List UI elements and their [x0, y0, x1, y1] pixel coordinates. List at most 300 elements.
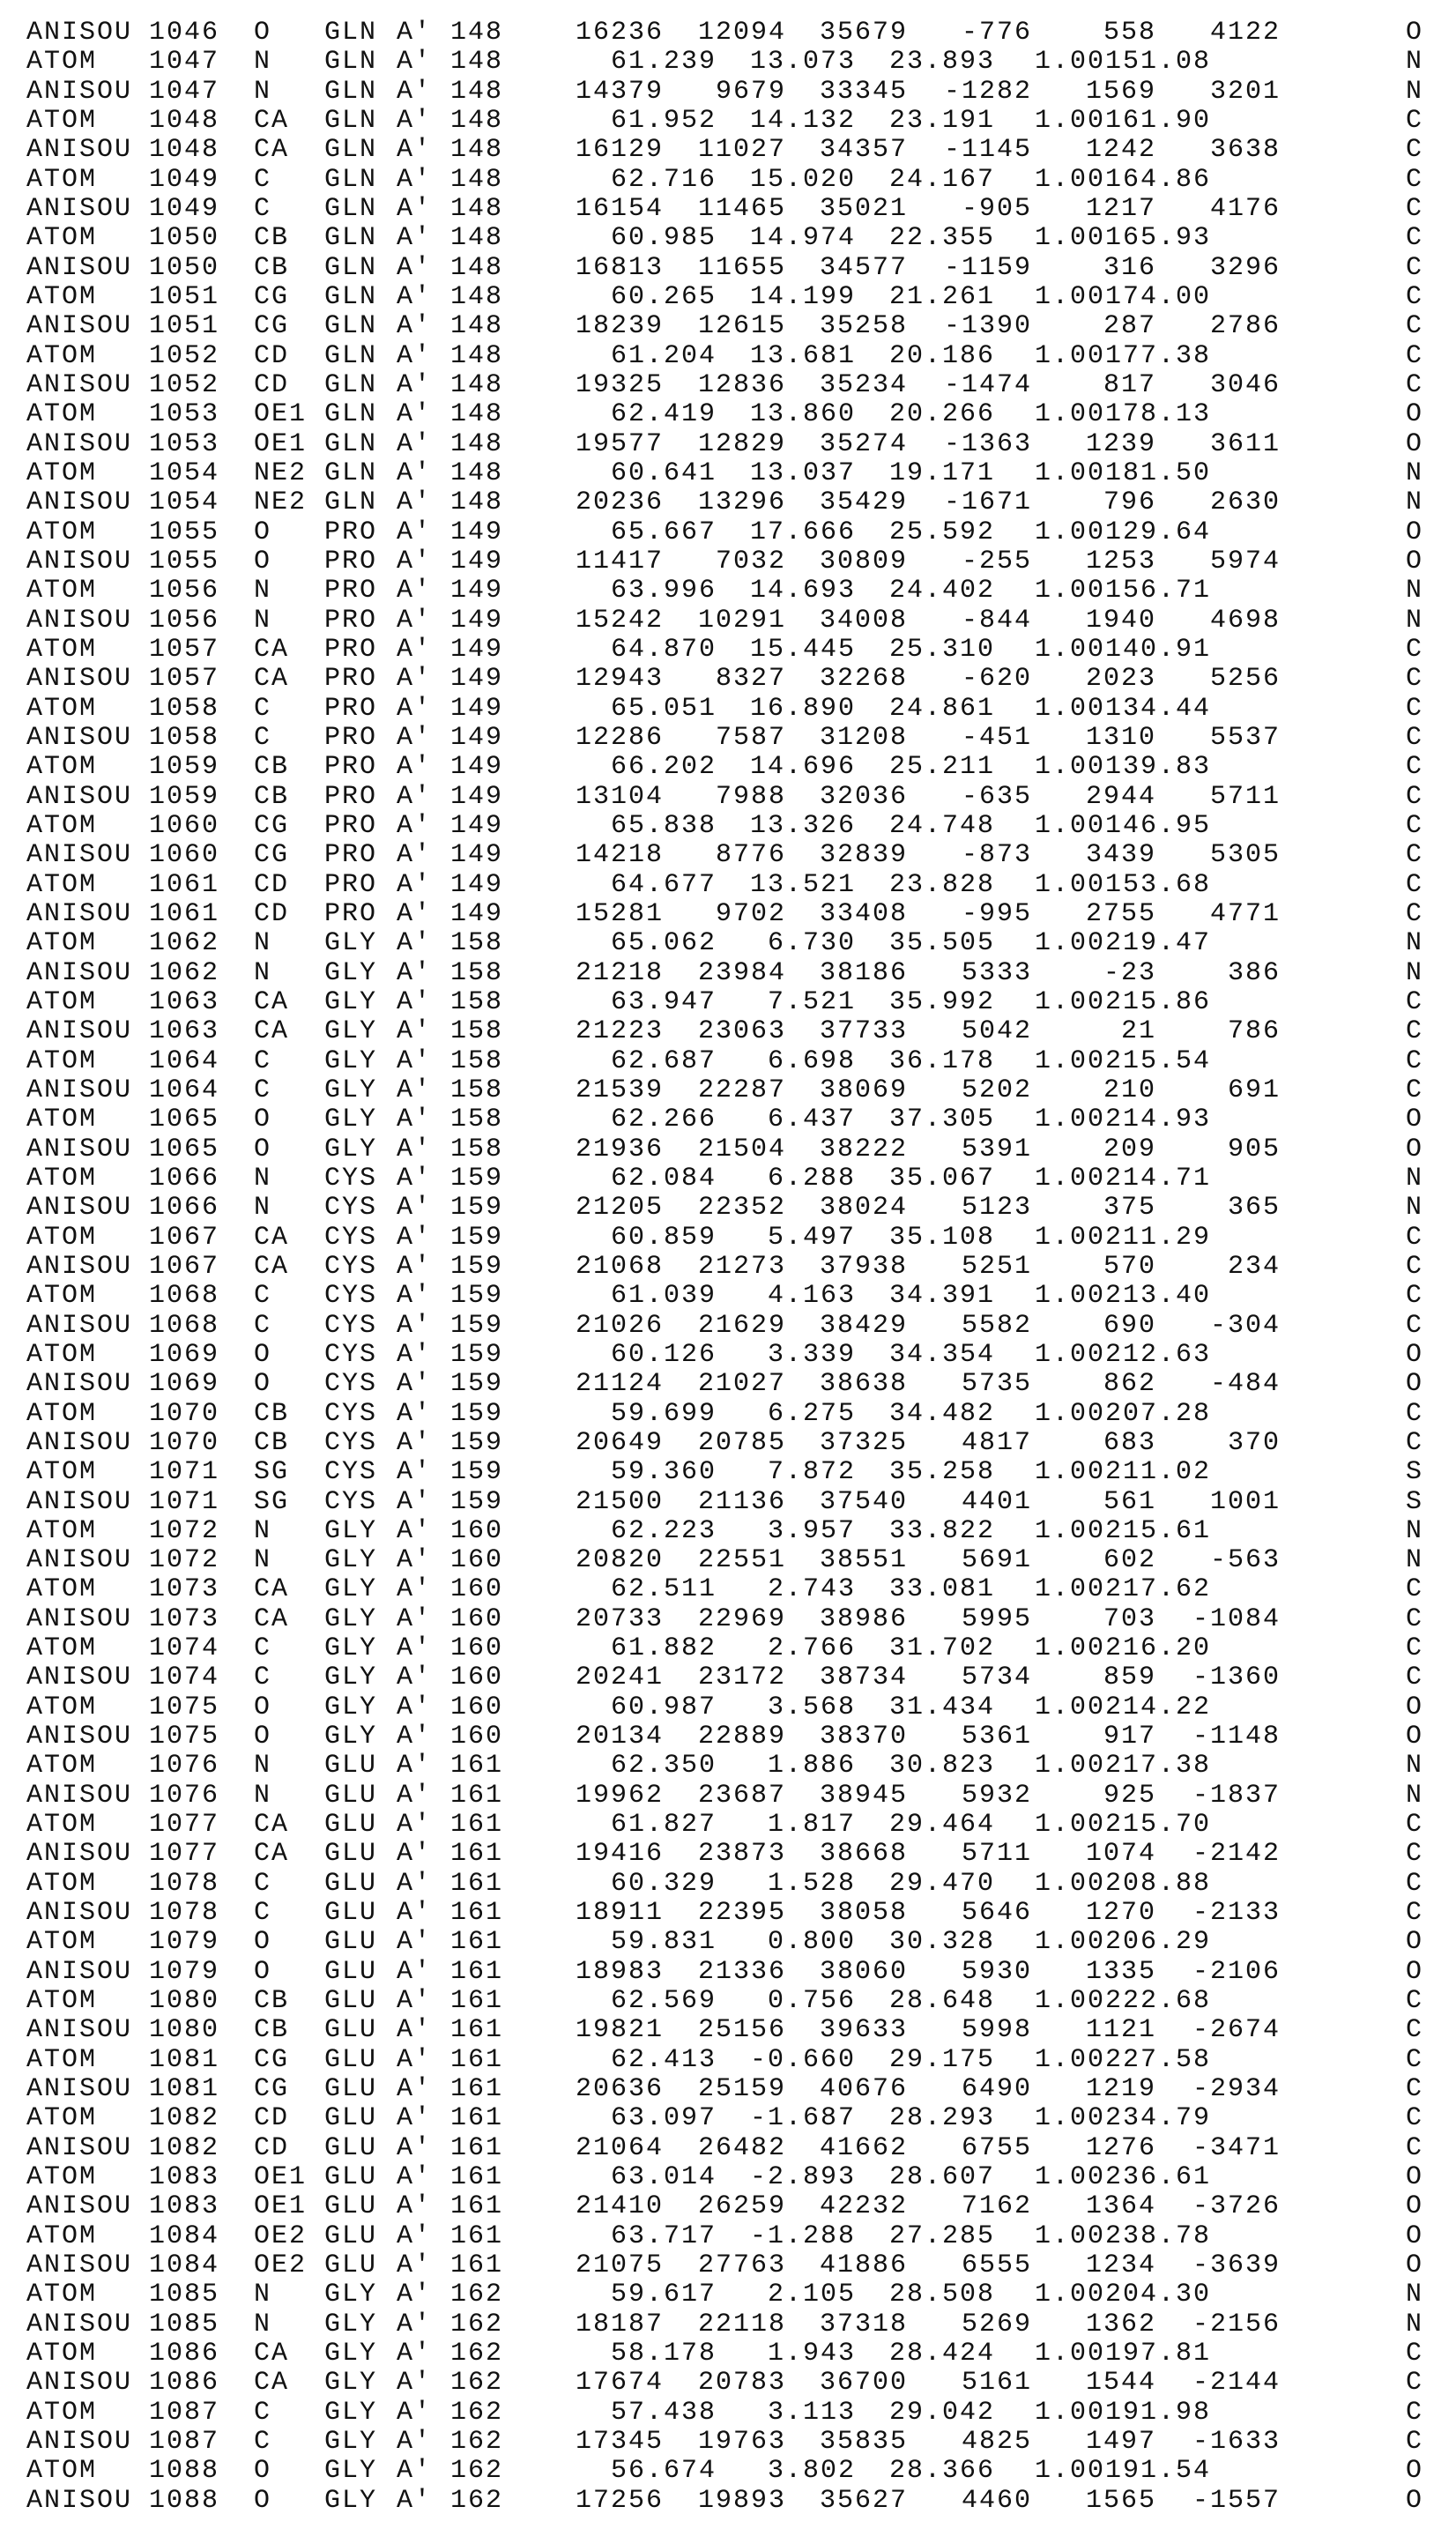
b-factor: 151.08	[1105, 47, 1211, 77]
residue-number: 158	[450, 959, 503, 988]
record-type: ATOM	[26, 1870, 97, 1899]
atom-serial: 1063	[149, 988, 219, 1017]
x-coordinate: 65.667	[611, 518, 717, 547]
element-symbol: N	[1397, 959, 1432, 988]
atom-serial: 1060	[149, 812, 219, 841]
atom-name: OE1	[254, 430, 307, 459]
atom-record-row	[0, 1634, 1456, 1663]
x-coordinate: 60.641	[611, 459, 717, 488]
record-type: ATOM	[26, 1693, 97, 1722]
residue-number: 159	[450, 1164, 503, 1194]
anisotropic-u23: 5537	[1210, 724, 1281, 753]
element-symbol: C	[1397, 1253, 1432, 1282]
atom-serial: 1067	[149, 1224, 219, 1253]
z-coordinate: 29.464	[889, 1811, 995, 1840]
b-factor: 156.71	[1105, 576, 1211, 606]
atom-name: CA	[254, 1253, 289, 1282]
anisou-record-row	[0, 488, 1456, 517]
record-type: ATOM	[26, 1928, 97, 1957]
anisotropic-u23: -2133	[1192, 1899, 1281, 1928]
atom-serial: 1051	[149, 312, 219, 341]
anisotropic-u22: 22969	[698, 1605, 786, 1634]
record-type: ANISOU	[26, 1722, 132, 1752]
residue-name: PRO	[324, 812, 377, 841]
atom-name: CA	[254, 1224, 289, 1253]
chain-id: A'	[397, 1253, 432, 1282]
chain-id: A'	[397, 1722, 432, 1752]
anisotropic-u23: -2934	[1192, 2075, 1281, 2104]
anisotropic-u13: 316	[1103, 254, 1156, 283]
residue-number: 148	[450, 488, 503, 517]
atom-serial: 1071	[149, 1458, 219, 1487]
record-type: ANISOU	[26, 547, 132, 576]
atom-serial: 1060	[149, 841, 219, 870]
atom-serial: 1067	[149, 1253, 219, 1282]
anisotropic-u11: 20241	[576, 1663, 664, 1692]
b-factor: 129.64	[1105, 517, 1211, 547]
record-type: ATOM	[26, 1400, 97, 1429]
element-symbol: N	[1397, 1546, 1432, 1575]
occupancy-bfactor	[1035, 1047, 1211, 1076]
b-factor: 174.00	[1105, 282, 1211, 312]
chain-id: A'	[397, 2104, 432, 2133]
element-symbol: C	[1397, 107, 1432, 136]
chain-id: A'	[397, 576, 432, 606]
element-symbol: C	[1397, 166, 1432, 195]
z-coordinate: 35.505	[889, 929, 995, 958]
occupancy: 1.00	[1035, 1810, 1105, 1840]
anisou-record-row	[0, 2134, 1456, 2163]
atom-serial: 1073	[149, 1605, 219, 1634]
element-symbol: C	[1397, 224, 1432, 253]
atom-serial: 1075	[149, 1722, 219, 1752]
anisotropic-u11: 16813	[576, 254, 664, 283]
anisotropic-u11: 17256	[576, 2487, 664, 2516]
atom-name: CG	[254, 312, 289, 341]
atom-record-row	[0, 1341, 1456, 1370]
atom-record-row	[0, 695, 1456, 724]
atom-serial: 1080	[149, 2016, 219, 2045]
element-symbol: C	[1397, 1312, 1432, 1341]
residue-name: GLU	[324, 1752, 377, 1781]
chain-id: A'	[397, 1840, 432, 1869]
anisotropic-u23: 3638	[1210, 136, 1281, 165]
occupancy: 1.00	[1035, 1986, 1105, 2016]
occupancy: 1.00	[1035, 2221, 1105, 2251]
occupancy-bfactor	[1035, 107, 1211, 136]
z-coordinate: 28.648	[889, 1987, 995, 2016]
b-factor: 215.70	[1105, 1810, 1211, 1840]
occupancy-bfactor	[1035, 636, 1211, 665]
record-type: ANISOU	[26, 195, 132, 224]
b-factor: 208.88	[1105, 1869, 1211, 1899]
element-symbol: N	[1397, 929, 1432, 958]
record-type: ATOM	[26, 576, 97, 606]
anisotropic-u33: 42232	[820, 2192, 908, 2221]
element-symbol: N	[1397, 1164, 1432, 1194]
anisotropic-u33: 39633	[820, 2016, 908, 2045]
anisotropic-u13: 683	[1103, 1429, 1156, 1458]
occupancy-bfactor	[1035, 1282, 1211, 1311]
atom-serial: 1068	[149, 1282, 219, 1311]
chain-id: A'	[397, 224, 432, 253]
occupancy-bfactor	[1035, 283, 1211, 312]
residue-name: GLN	[324, 19, 377, 48]
anisou-record-row	[0, 2487, 1456, 2516]
occupancy: 1.00	[1035, 1399, 1105, 1429]
anisotropic-u22: 26482	[698, 2134, 786, 2163]
record-type: ATOM	[26, 459, 97, 488]
anisotropic-u11: 17345	[576, 2428, 664, 2457]
anisotropic-u33: 34577	[820, 254, 908, 283]
anisotropic-u12: 6755	[962, 2134, 1032, 2163]
atom-record-row	[0, 166, 1456, 195]
anisotropic-u23: 4771	[1210, 900, 1281, 929]
atom-name: CB	[254, 783, 289, 812]
record-type: ANISOU	[26, 2192, 132, 2221]
z-coordinate: 35.258	[889, 1458, 995, 1487]
anisou-record-row	[0, 19, 1456, 48]
anisotropic-u22: 21027	[698, 1370, 786, 1399]
residue-name: CYS	[324, 1194, 377, 1223]
anisotropic-u23: 1001	[1210, 1488, 1281, 1517]
atom-name: C	[254, 2399, 271, 2428]
occupancy: 1.00	[1035, 282, 1105, 312]
x-coordinate: 61.239	[611, 48, 717, 77]
y-coordinate: 14.132	[750, 107, 856, 136]
occupancy: 1.00	[1035, 2456, 1105, 2486]
anisotropic-u11: 20236	[576, 488, 664, 517]
b-factor: 236.61	[1105, 2162, 1211, 2192]
atom-record-row	[0, 1105, 1456, 1134]
anisotropic-u22: 21504	[698, 1135, 786, 1164]
residue-number: 159	[450, 1458, 503, 1487]
anisou-record-row	[0, 1722, 1456, 1752]
residue-name: GLU	[324, 1987, 377, 2016]
record-type: ANISOU	[26, 1546, 132, 1575]
anisotropic-u13: 1253	[1086, 547, 1156, 576]
residue-name: GLU	[324, 2251, 377, 2280]
anisotropic-u13: 287	[1103, 312, 1156, 341]
residue-name: GLY	[324, 1693, 377, 1722]
atom-serial: 1061	[149, 871, 219, 900]
residue-name: GLN	[324, 371, 377, 400]
anisou-record-row	[0, 2016, 1456, 2045]
z-coordinate: 20.266	[889, 400, 995, 429]
chain-id: A'	[397, 2428, 432, 2457]
atom-serial: 1054	[149, 459, 219, 488]
atom-record-row	[0, 48, 1456, 77]
residue-name: PRO	[324, 871, 377, 900]
occupancy: 1.00	[1035, 870, 1105, 900]
z-coordinate: 28.366	[889, 2457, 995, 2486]
anisotropic-u23: 3296	[1210, 254, 1281, 283]
y-coordinate: 0.756	[768, 1987, 856, 2016]
anisotropic-u13: 1239	[1086, 430, 1156, 459]
atom-name: O	[254, 1105, 271, 1134]
anisotropic-u22: 22551	[698, 1546, 786, 1575]
anisou-record-row	[0, 1017, 1456, 1046]
atom-serial: 1072	[149, 1517, 219, 1546]
anisotropic-u33: 38058	[820, 1899, 908, 1928]
anisotropic-u13: 2755	[1086, 900, 1156, 929]
atom-record-row	[0, 1517, 1456, 1546]
anisotropic-u13: 561	[1103, 1488, 1156, 1517]
residue-name: CYS	[324, 1253, 377, 1282]
element-symbol: O	[1397, 2251, 1432, 2280]
occupancy: 1.00	[1035, 2280, 1105, 2310]
residue-number: 149	[450, 518, 503, 547]
record-type: ATOM	[26, 812, 97, 841]
y-coordinate: 14.974	[750, 224, 856, 253]
z-coordinate: 29.175	[889, 2046, 995, 2075]
b-factor: 214.93	[1105, 1105, 1211, 1134]
atom-name: CA	[254, 665, 289, 694]
chain-id: A'	[397, 2339, 432, 2369]
element-symbol: C	[1397, 871, 1432, 900]
chain-id: A'	[397, 2399, 432, 2428]
anisou-record-row	[0, 1312, 1456, 1341]
element-symbol: C	[1397, 1840, 1432, 1869]
z-coordinate: 22.355	[889, 224, 995, 253]
anisotropic-u12: -1671	[944, 488, 1032, 517]
anisotropic-u22: 22395	[698, 1899, 786, 1928]
element-symbol: C	[1397, 753, 1432, 782]
atom-name: C	[254, 724, 271, 753]
z-coordinate: 24.167	[889, 166, 995, 195]
occupancy: 1.00	[1035, 635, 1105, 665]
residue-name: GLN	[324, 342, 377, 371]
x-coordinate: 59.699	[611, 1400, 717, 1429]
residue-name: PRO	[324, 518, 377, 547]
anisotropic-u11: 11417	[576, 547, 664, 576]
anisou-record-row	[0, 1135, 1456, 1164]
chain-id: A'	[397, 988, 432, 1017]
record-type: ANISOU	[26, 2251, 132, 2280]
element-symbol: N	[1397, 2310, 1432, 2339]
b-factor: 139.83	[1105, 752, 1211, 782]
atom-serial: 1062	[149, 929, 219, 958]
chain-id: A'	[397, 841, 432, 870]
anisotropic-u22: 23687	[698, 1781, 786, 1811]
x-coordinate: 56.674	[611, 2457, 717, 2486]
y-coordinate: 3.957	[768, 1517, 856, 1546]
anisotropic-u22: 8327	[716, 665, 786, 694]
occupancy-bfactor	[1035, 48, 1211, 77]
anisotropic-u13: 1362	[1086, 2310, 1156, 2339]
residue-name: GLN	[324, 78, 377, 107]
element-symbol: C	[1397, 1224, 1432, 1253]
residue-name: GLY	[324, 1605, 377, 1634]
anisotropic-u11: 18983	[576, 1958, 664, 1987]
anisotropic-u23: -1557	[1192, 2487, 1281, 2516]
residue-name: PRO	[324, 606, 377, 636]
occupancy: 1.00	[1035, 576, 1105, 606]
atom-serial: 1074	[149, 1663, 219, 1692]
chain-id: A'	[397, 430, 432, 459]
anisotropic-u23: -3726	[1192, 2192, 1281, 2221]
anisou-record-row	[0, 606, 1456, 636]
residue-name: GLU	[324, 2134, 377, 2163]
record-type: ATOM	[26, 1105, 97, 1134]
anisotropic-u23: -1084	[1192, 1605, 1281, 1634]
chain-id: A'	[397, 2134, 432, 2163]
atom-record-row	[0, 929, 1456, 958]
residue-name: CYS	[324, 1488, 377, 1517]
atom-serial: 1047	[149, 48, 219, 77]
record-type: ATOM	[26, 518, 97, 547]
chain-id: A'	[397, 136, 432, 165]
anisotropic-u11: 21075	[576, 2251, 664, 2280]
residue-name: GLU	[324, 2016, 377, 2045]
record-type: ATOM	[26, 636, 97, 665]
anisou-record-row	[0, 724, 1456, 753]
atom-serial: 1086	[149, 2339, 219, 2369]
atom-name: CG	[254, 283, 289, 312]
residue-name: GLU	[324, 1958, 377, 1987]
residue-number: 158	[450, 988, 503, 1017]
anisotropic-u11: 20733	[576, 1605, 664, 1634]
chain-id: A'	[397, 1370, 432, 1399]
anisou-record-row	[0, 1488, 1456, 1517]
atom-serial: 1047	[149, 78, 219, 107]
atom-name: SG	[254, 1488, 289, 1517]
atom-record-row	[0, 2163, 1456, 2192]
x-coordinate: 62.687	[611, 1047, 717, 1076]
chain-id: A'	[397, 1663, 432, 1692]
residue-number: 160	[450, 1605, 503, 1634]
residue-name: GLY	[324, 1575, 377, 1604]
x-coordinate: 63.996	[611, 576, 717, 606]
atom-serial: 1086	[149, 2369, 219, 2398]
anisotropic-u12: 5161	[962, 2369, 1032, 2398]
residue-name: GLY	[324, 1017, 377, 1046]
anisotropic-u33: 37733	[820, 1017, 908, 1046]
anisotropic-u12: 5391	[962, 1135, 1032, 1164]
atom-record-row	[0, 1987, 1456, 2016]
atom-serial: 1083	[149, 2192, 219, 2221]
anisou-record-row	[0, 841, 1456, 870]
residue-number: 158	[450, 1135, 503, 1164]
element-symbol: C	[1397, 1605, 1432, 1634]
anisotropic-u23: 691	[1228, 1076, 1281, 1105]
atom-name: N	[254, 48, 271, 77]
residue-name: GLN	[324, 224, 377, 253]
chain-id: A'	[397, 1811, 432, 1840]
occupancy-bfactor	[1035, 576, 1211, 606]
anisotropic-u13: 1940	[1086, 606, 1156, 636]
z-coordinate: 35.108	[889, 1224, 995, 1253]
residue-name: PRO	[324, 724, 377, 753]
record-type: ATOM	[26, 2399, 97, 2428]
atom-name: OE2	[254, 2222, 307, 2251]
anisou-record-row	[0, 1781, 1456, 1811]
x-coordinate: 59.617	[611, 2280, 717, 2310]
anisotropic-u33: 38734	[820, 1663, 908, 1692]
residue-name: PRO	[324, 900, 377, 929]
x-coordinate: 62.413	[611, 2046, 717, 2075]
atom-serial: 1059	[149, 753, 219, 782]
atom-record-row	[0, 871, 1456, 900]
b-factor: 215.61	[1105, 1516, 1211, 1546]
record-type: ANISOU	[26, 665, 132, 694]
chain-id: A'	[397, 2163, 432, 2192]
residue-name: GLN	[324, 107, 377, 136]
chain-id: A'	[397, 1135, 432, 1164]
z-coordinate: 37.305	[889, 1105, 995, 1134]
atom-serial: 1055	[149, 518, 219, 547]
anisotropic-u12: 5711	[962, 1840, 1032, 1869]
anisotropic-u11: 14218	[576, 841, 664, 870]
residue-name: PRO	[324, 547, 377, 576]
atom-name: O	[254, 1341, 271, 1370]
anisotropic-u33: 37318	[820, 2310, 908, 2339]
chain-id: A'	[397, 1047, 432, 1076]
atom-name: N	[254, 606, 271, 636]
atom-name: CD	[254, 900, 289, 929]
record-type: ANISOU	[26, 841, 132, 870]
residue-name: CYS	[324, 1224, 377, 1253]
anisotropic-u22: 9702	[716, 900, 786, 929]
atom-serial: 1064	[149, 1047, 219, 1076]
chain-id: A'	[397, 1693, 432, 1722]
anisotropic-u33: 36700	[820, 2369, 908, 2398]
residue-number: 162	[450, 2428, 503, 2457]
occupancy: 1.00	[1035, 1633, 1105, 1663]
residue-name: GLY	[324, 2310, 377, 2339]
anisou-record-row	[0, 371, 1456, 400]
anisotropic-u12: 5582	[962, 1312, 1032, 1341]
chain-id: A'	[397, 1575, 432, 1604]
anisotropic-u12: -620	[962, 665, 1032, 694]
x-coordinate: 63.097	[611, 2104, 717, 2133]
occupancy-bfactor	[1035, 2399, 1211, 2428]
residue-name: GLN	[324, 166, 377, 195]
element-symbol: O	[1397, 518, 1432, 547]
atom-record-row	[0, 1047, 1456, 1076]
anisotropic-u12: -1145	[944, 136, 1032, 165]
record-type: ANISOU	[26, 254, 132, 283]
residue-name: GLY	[324, 1546, 377, 1575]
anisotropic-u22: 20783	[698, 2369, 786, 2398]
residue-number: 160	[450, 1693, 503, 1722]
residue-number: 149	[450, 665, 503, 694]
occupancy-bfactor	[1035, 1517, 1211, 1546]
y-coordinate: 13.073	[750, 48, 856, 77]
occupancy-bfactor	[1035, 166, 1211, 195]
x-coordinate: 65.051	[611, 695, 717, 724]
anisou-record-row	[0, 547, 1456, 576]
y-coordinate: -0.660	[750, 2046, 856, 2075]
occupancy-bfactor	[1035, 1693, 1211, 1722]
residue-number: 161	[450, 1752, 503, 1781]
y-coordinate: 3.802	[768, 2457, 856, 2486]
atom-name: O	[254, 1693, 271, 1722]
anisotropic-u33: 34357	[820, 136, 908, 165]
element-symbol: O	[1397, 1722, 1432, 1752]
anisou-record-row	[0, 1253, 1456, 1282]
chain-id: A'	[397, 1546, 432, 1575]
anisotropic-u13: 2944	[1086, 783, 1156, 812]
residue-name: GLU	[324, 1899, 377, 1928]
record-type: ATOM	[26, 2457, 97, 2486]
record-type: ATOM	[26, 1341, 97, 1370]
chain-id: A'	[397, 1899, 432, 1928]
x-coordinate: 57.438	[611, 2399, 717, 2428]
anisotropic-u22: 19763	[698, 2428, 786, 2457]
anisotropic-u33: 35627	[820, 2487, 908, 2516]
element-symbol: O	[1397, 1370, 1432, 1399]
